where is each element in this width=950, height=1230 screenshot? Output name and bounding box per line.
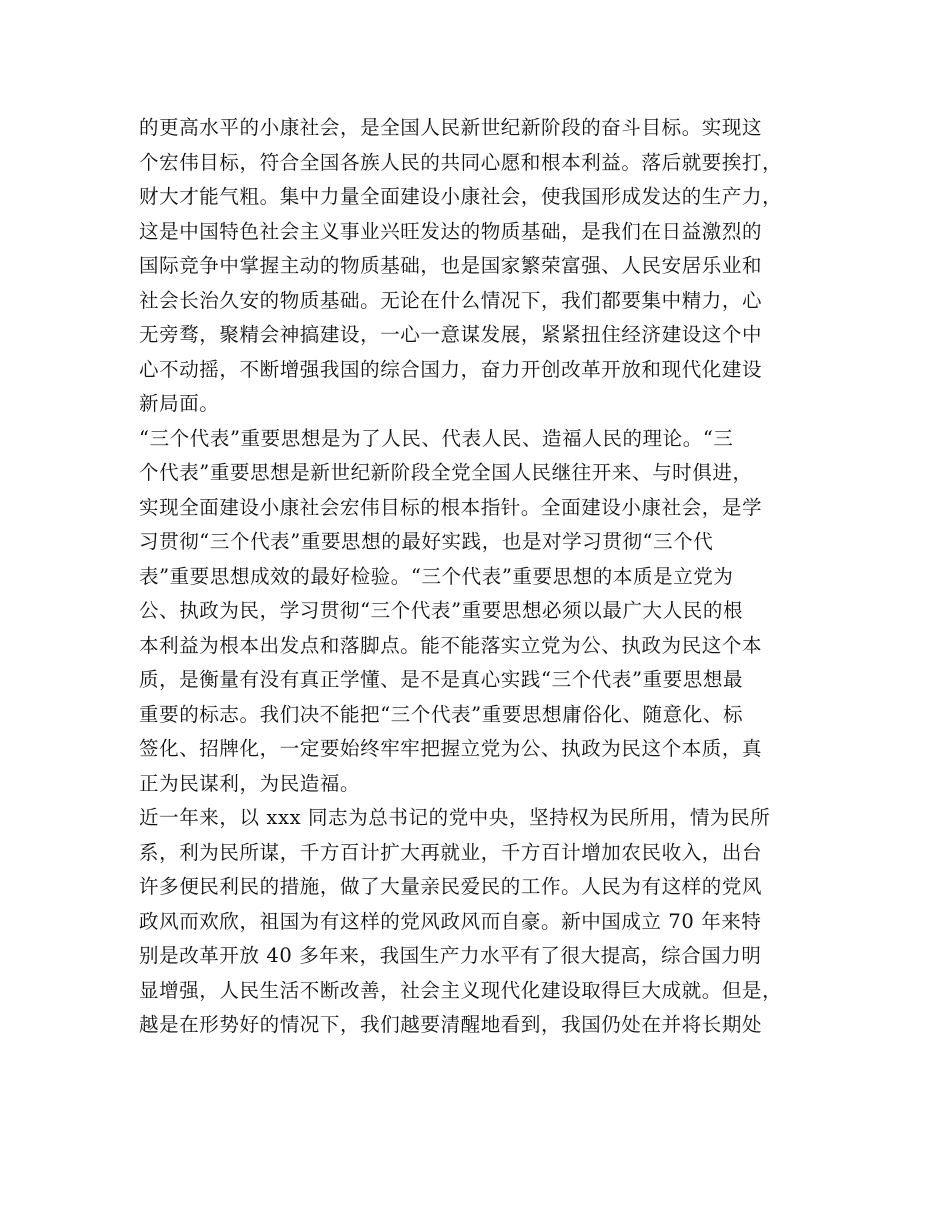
text-line: 正为民谋利，为民造福。	[139, 771, 361, 795]
text-line: 越是在形势好的情况下，我们越要清醒地看到，我国仍处在并将长期处	[139, 1013, 763, 1036]
text-line: “三个代表”重要思想是为了人民、代表人民、造福人民的理论。“三	[139, 426, 734, 450]
text-line: 个宏伟目标，符合全国各族人民的共同心愿和根本利益。落后就要挨打，	[139, 150, 783, 174]
text-line: 重要的标志。我们决不能把“三个代表”重要思想庸俗化、随意化、标	[139, 702, 744, 726]
text-line: 政风而欢欣，祖国为有这样的党风政风而自豪。新中国成立 70 年来特	[139, 909, 762, 933]
text-line: 实现全面建设小康社会宏伟目标的根本指针。全面建设小康社会，是学	[139, 495, 763, 519]
text-line: 社会长治久安的物质基础。无论在什么情况下，我们都要集中精力，心	[139, 288, 763, 312]
text-line: 的更高水平的小康社会，是全国人民新世纪新阶段的奋斗目标。实现这	[139, 116, 763, 139]
text-line: 习贯彻“三个代表”重要思想的最好实践，也是对学习贯彻“三个代	[139, 530, 714, 553]
text-line: 心不动摇，不断增强我国的综合国力，奋力开创改革开放和现代化建设	[139, 357, 763, 381]
body-text	[139, 111, 819, 1043]
text-line: 表”重要思想成效的最好检验。“三个代表”重要思想的本质是立党为	[139, 564, 734, 588]
text-line: 质，是衡量有没有真正学懂、是不是真心实践“三个代表”重要思想最	[139, 668, 744, 691]
text-line: 系，利为民所谋，千方百计扩大再就业，千方百计增加农民收入，出台	[139, 840, 763, 864]
text-line: 无旁骛，聚精会神搞建设，一心一意谋发展，紧紧扭住经济建设这个中	[139, 323, 763, 346]
text-line: 个代表”重要思想是新世纪新阶段全党全国人民继往开来、与时俱进，	[139, 461, 753, 484]
text-line: 国际竞争中掌握主动的物质基础，也是国家繁荣富强、人民安居乐业和	[139, 254, 763, 277]
text-line: 显增强，人民生活不断改善，社会主义现代化建设取得巨大成就。但是，	[139, 978, 783, 1002]
text-line: 近一年来，以 xxx 同志为总书记的党中央，坚持权为民所用，情为民所	[139, 806, 771, 829]
text-line: 签化、招牌化，一定要始终牢牢把握立党为公、执政为民这个本质，真	[139, 737, 763, 760]
text-line: 新局面。	[139, 392, 220, 415]
text-line: 许多便民利民的措施，做了大量亲民爱民的工作。人民为有这样的党风	[139, 875, 763, 898]
text-line: 本利益为根本出发点和落脚点。能不能落实立党为公、执政为民这个本	[139, 633, 763, 657]
text-line: 别是改革开放 40 多年来，我国生产力水平有了很大提高，综合国力明	[139, 944, 762, 967]
text-line: 公、执政为民，学习贯彻“三个代表”重要思想必须以最广大人民的根	[139, 599, 744, 622]
text-line: 这是中国特色社会主义事业兴旺发达的物质基础，是我们在日益激烈的	[139, 219, 763, 243]
text-line: 财大才能气粗。集中力量全面建设小康社会，使我国形成发达的生产力，	[139, 185, 783, 208]
